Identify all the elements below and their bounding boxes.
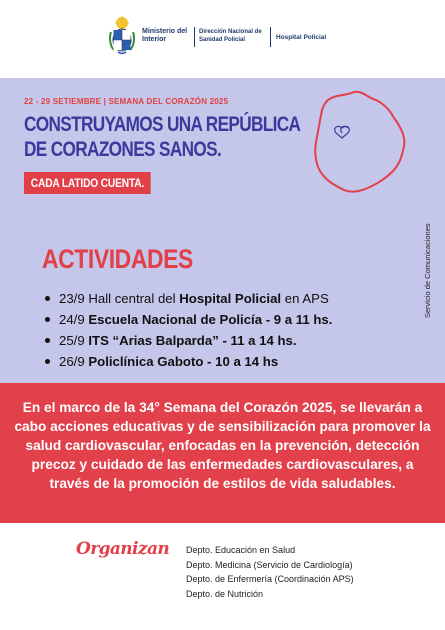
uruguay-map-icon [310,90,410,196]
description-text: En el marco de la 34° Semana del Corazón 2025, se llevarán a cabo acciones educativas y de sensibilización para promover la salud cardiovascular, enfocadas en la prevención, detección precoz y cuidado de las enfermedades cardiovasculares, a través de la promoción de estilos de vida saludables. [14,400,431,491]
bullet-icon [45,317,50,322]
coat-of-arms-logo [107,16,137,56]
organizer-item: Depto. de Nutrición [186,588,264,599]
activities-list [42,288,332,372]
headline-line-2: DE CORAZONES SANOS. [24,138,222,161]
header-divider [270,27,271,47]
organizers-label: Organizan [76,539,170,559]
organizer-item: Depto. de Enfermería (Coordinación APS) [186,574,354,584]
ministerio-label: Ministerio del Interior [142,28,188,43]
direccion-label: Dirección Nacional de Sanidad Policial [199,29,262,43]
bullet-icon [45,359,50,364]
header-divider [194,27,195,47]
side-credit: Servicio de Comunicaciones [423,223,432,318]
organizer-item: Depto. Medicina (Servicio de Cardiología) [186,559,353,570]
list-item: 25/9 ITS “Arias Balparda” - 11 a 14 hs. [42,330,332,351]
bullet-icon [45,296,50,301]
headline-line-1: CONSTRUYAMOS UNA REPÚBLICA [24,113,301,136]
organizers-list [186,543,354,601]
hospital-label: Hospital Policial [276,34,327,41]
list-item: 23/9 Hall central del Hospital Policial en APS [42,288,332,309]
organizer-item: Depto. Educación en Salud [186,545,296,555]
list-item: 26/9 Policlínica Gaboto - 10 a 14 hs [42,351,332,372]
campaign-dates: 22 - 29 SETIEMBRE | SEMANA DEL CORAZÓN 2025 [24,97,229,106]
header-bar [0,0,445,78]
campaign-headline [24,112,300,162]
activities-title: ACTIVIDADES [42,244,193,274]
campaign-tagline: CADA LATIDO CUENTA. [24,172,151,194]
bullet-icon [45,338,50,343]
list-item: 24/9 Escuela Nacional de Policía - 9 a 11 hs. [42,309,332,330]
